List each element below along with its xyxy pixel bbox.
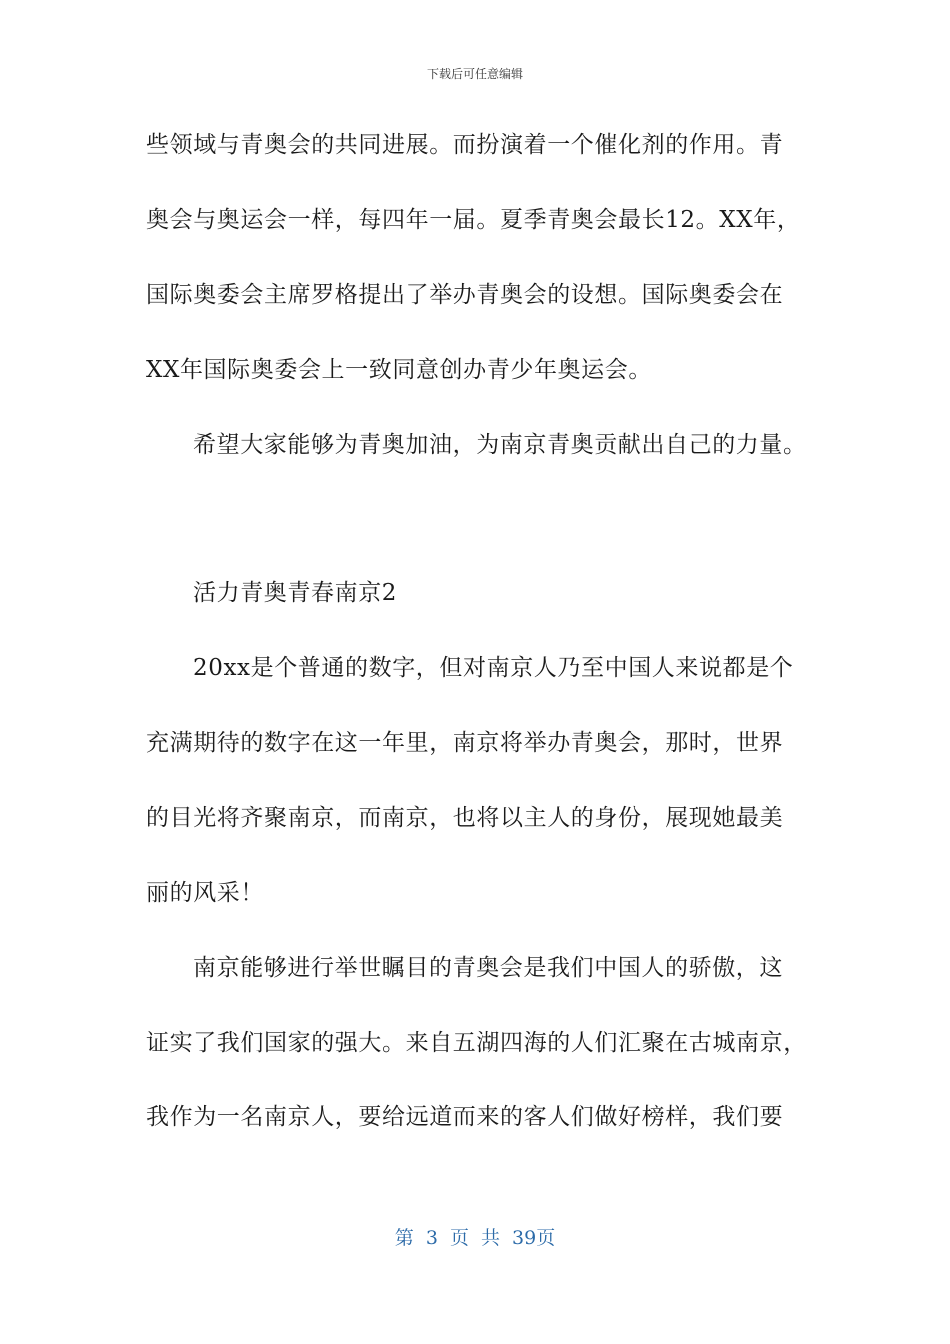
body-line-12: 我作为一名南京人，要给远道而来的客人们做好榜样，我们要 xyxy=(146,1104,784,1130)
body-line-2: 奥会与奥运会一样，每四年一届。夏季青奥会最长12。XX年， xyxy=(146,207,801,233)
section-heading: 活力青奥青春南京2 xyxy=(193,580,398,606)
body-line-1: 些领域与青奥会的共同进展。而扮演着一个催化剂的作用。青 xyxy=(146,132,784,158)
page-header: 下载后可任意编辑 xyxy=(426,67,523,81)
body-line-6: 20xx是个普通的数字，但对南京人乃至中国人来说都是个 xyxy=(193,655,794,681)
body-line-8: 的目光将齐聚南京，而南京，也将以主人的身份，展现她最美 xyxy=(146,805,784,831)
body-line-4: XX年国际奥委会上一致同意创办青少年奥运会。 xyxy=(146,357,652,383)
body-line-5: 希望大家能够为青奥加油，为南京青奥贡献出自己的力量。 xyxy=(193,432,807,458)
body-line-9: 丽的风采！ xyxy=(146,880,264,906)
body-line-10: 南京能够进行举世瞩目的青奥会是我们中国人的骄傲，这 xyxy=(193,955,783,981)
body-line-11: 证实了我们国家的强大。来自五湖四海的人们汇聚在古城南京， xyxy=(146,1030,807,1056)
body-line-7: 充满期待的数字在这一年里，南京将举办青奥会，那时，世界 xyxy=(146,730,784,756)
body-line-3: 国际奥委会主席罗格提出了举办青奥会的设想。国际奥委会在 xyxy=(146,282,784,308)
page-number-footer: 第 3 页 共 39页 xyxy=(394,1227,556,1249)
